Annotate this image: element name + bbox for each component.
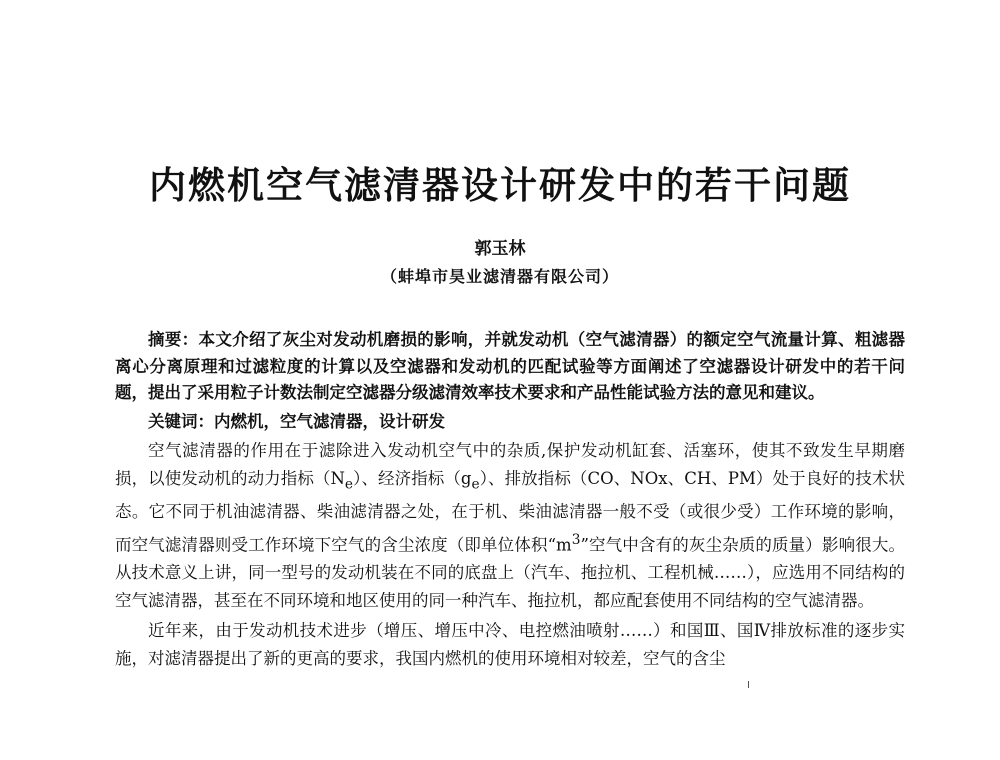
abstract-text: 本文介绍了灰尘对发动机磨损的影响，并就发动机（空气滤清器）的额定空气流量计算、粗滤器离心分离原理和过滤粒度的计算以及空滤器和发动机的匹配试验等方面阐述了空滤器设计研发中的若干问题，提出了采用粒子计数法制定空滤器分级滤清效率技术要求和产品性能试验方法的意见和建议。 <box>115 330 906 402</box>
author-name: 郭玉林 <box>474 239 526 259</box>
paragraph-1-part-2: ）、经济指标（g <box>353 468 472 488</box>
keywords-text: 内燃机，空气滤清器，设计研发 <box>214 411 445 431</box>
body-paragraph-1 <box>115 437 905 616</box>
body-paragraph-2 <box>115 617 905 673</box>
abstract-label: 摘要： <box>148 330 199 349</box>
paragraph-2-text: 近年来，由于发动机技术进步（增压、增压中冷、电控燃油喷射……）和国Ⅲ、国Ⅳ排放标准的逐步实施，对滤清器提出了新的更高的要求，我国内燃机的使用环境相对较差，空气的含尘 <box>115 621 905 669</box>
abstract <box>115 327 905 407</box>
paper-title: 内燃机空气滤清器设计研发中的若干问题 <box>149 164 851 207</box>
power-subscript: e <box>344 475 354 492</box>
keywords-label: 关键词： <box>148 411 214 431</box>
fuel-subscript: e <box>471 475 480 492</box>
scan-mark <box>748 681 749 688</box>
paragraph-1-part-3: ）、排放指标（CO、NOx、CH、PM）处于良好的技术状态。它不同于机油滤清器、柴油滤清器之处，在于机、柴油滤清器一般不受（或很少受）工作环境的影响，而空气滤清器则受工作环境下空气的含尘浓度（即单位体积“m <box>115 468 906 555</box>
cubic-superscript: 3 <box>571 531 581 548</box>
author-affiliation: （蚌埠市昊业滤清器有限公司） <box>380 267 619 286</box>
keywords <box>115 409 905 435</box>
paragraph-1-part-4: ”空气中含有的灰尘杂质的质量）影响很大。从技术意义上讲，同一型号的发动机装在不同的底盘上（汽车、拖拉机、工程机械……），应选用不同结构的空气滤清器，甚至在不同环境和地区使用的同一种汽车、拖拉机，都应配套使用不同结构的空气滤清器。 <box>115 535 905 611</box>
paragraph-1-part-1: 空气滤清器的作用在于滤除进入发动机空气中的杂质,保护发动机缸套、活塞环，使其不致发生早期磨损，以使发动机的动力指标（N <box>115 440 905 488</box>
paper-body <box>115 327 905 673</box>
